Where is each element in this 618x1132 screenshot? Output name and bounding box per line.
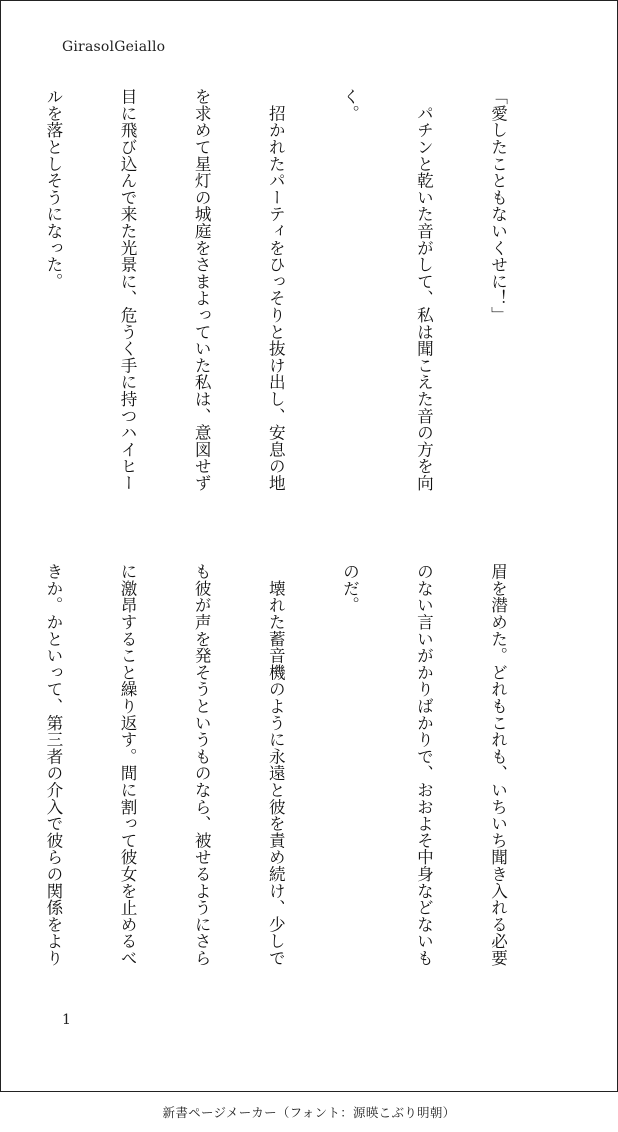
text-line: 眉を潜めた。どれもこれも、いちいち聞き入れる必要 xyxy=(488,563,508,967)
text-line: のない言いがかりばかりで、おおよそ中身などないも xyxy=(414,563,434,967)
text-block-top xyxy=(0,88,559,528)
text-line: 招かれたパーティをひっそりと抜け出し、安息の地 xyxy=(266,88,286,492)
author-name: GirasolGeiallo xyxy=(62,39,166,55)
footer-caption: 新書ページメーカー（フォント：源暎こぶり明朝） xyxy=(162,1105,456,1120)
text-line: ルを落としそうになった。 xyxy=(43,88,63,290)
text-block-bottom xyxy=(0,563,559,1003)
text-line: パチンと乾いた音がして、私は聞こえた音の方を向 xyxy=(414,88,434,492)
text-line: く。 xyxy=(340,88,360,122)
text-line: のだ。 xyxy=(340,563,360,614)
text-line: 目に飛び込んで来た光景に、危うく手に持つハイヒー xyxy=(118,88,138,492)
text-line: 壊れた蓄音機のように永遠と彼を責め続け、少しで xyxy=(266,563,286,967)
text-line: に激昂すること繰り返す。間に割って彼女を止めるべ xyxy=(118,563,138,967)
text-line: を求めて星灯の城庭をさまよっていた私は、意図せず xyxy=(192,88,212,492)
page-number: 1 xyxy=(62,1012,71,1028)
text-line: きか。かといって、第三者の介入で彼らの関係をより xyxy=(43,563,63,967)
text-line: も彼が声を発そうというものなら、被せるようにさら xyxy=(192,563,212,967)
text-line: 「愛したこともないくせに！」 xyxy=(488,88,508,324)
